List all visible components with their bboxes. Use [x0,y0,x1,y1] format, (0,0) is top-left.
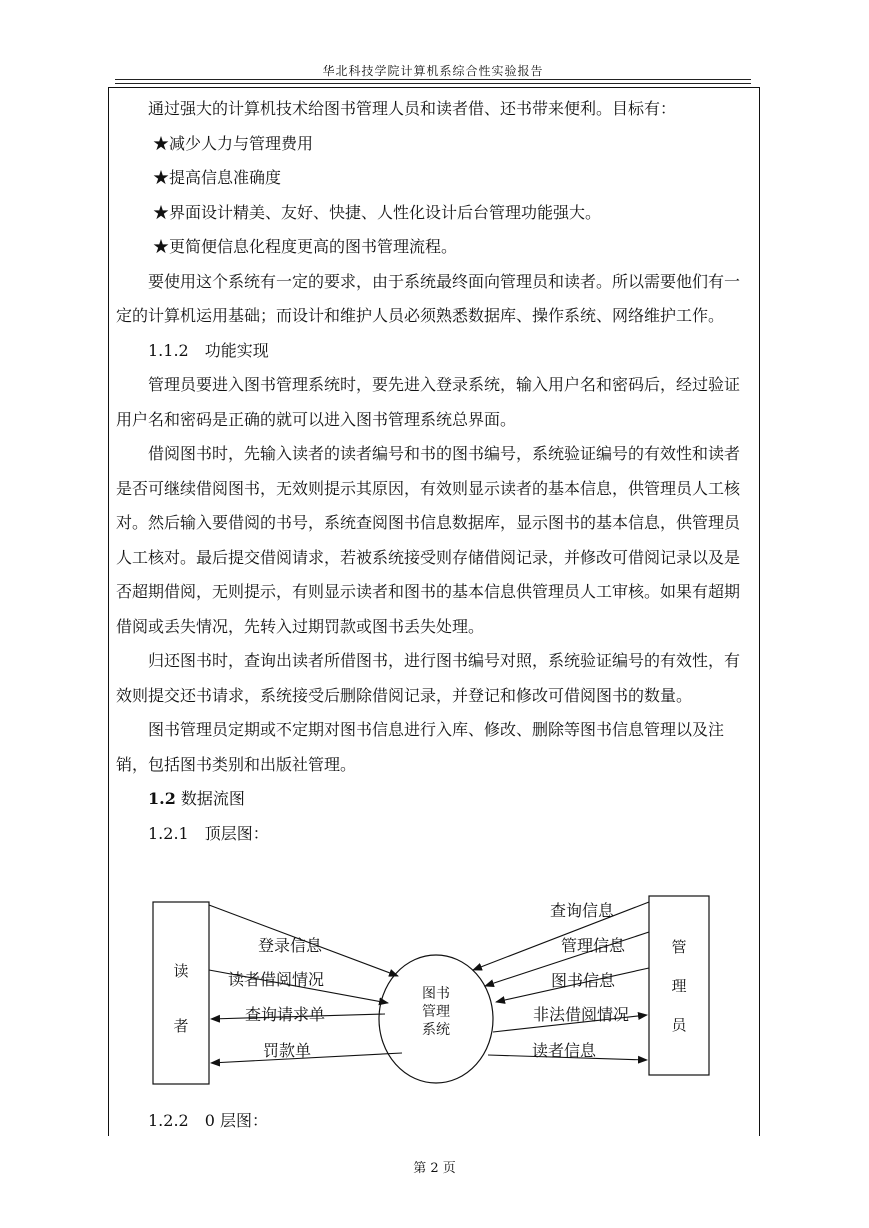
borrow-paragraph: 借阅图书时，先输入读者的读者编号和书的图书编号，系统验证编号的有效性和读者是否可继续借阅图书，无效则提示其原因，有效则显示读者的基本信息，供管理员人工核对。然后输入要借阅的书号，系统查阅图书信息数据库，显示图书的基本信息，供管理员人工核对。最后提交借阅请求，若被系统接受则存储借阅记录，并修改可借阅记录以及是否超期借阅，无则提示，有则显示读者和图书的基本信息供管理员人工审核。如果有超期借阅或丢失情况，先转入过期罚款或图书丢失处理。 [116,444,741,636]
section-heading-121: 1.2.1 顶层图： [148,823,269,843]
admin-label: 管 [671,938,687,956]
system-label: 系统 [422,1022,450,1038]
goal-bullet: ★界面设计精美、友好、快捷、人性化设计后台管理功能强大。 [153,202,602,222]
section-number: 1.2 [148,789,176,808]
flow-label-illegal: 非法借阅情况 [533,1005,630,1024]
flow-label-query-list: 查询请求单 [245,1005,326,1024]
admin-paragraph: 图书管理员定期或不定期对图书信息进行入库、修改、删除等图书信息管理以及注销，包括图书类别和出版社管理。 [116,720,725,774]
reader-entity-box [153,902,209,1084]
intro-paragraph: 通过强大的计算机技术给图书管理人员和读者借、还书带来便利。目标有： [148,99,677,118]
goal-bullet: ★提高信息准确度 [153,168,282,187]
flow-label-fine: 罚款单 [263,1041,312,1060]
flow-label-book-info: 图书信息 [551,971,616,990]
return-paragraph: 归还图书时，查询出读者所借图书，进行图书编号对照，系统验证编号的有效性，有效则提交还书请求，系统接受后删除借阅记录，并登记和修改可借阅图书的数量。 [116,651,741,705]
section-heading-122: 1.2.2 0 层图： [148,1111,268,1130]
report-header: 华北科技学院计算机系综合性实验报告 [322,64,544,78]
system-label: 管理 [422,1004,450,1020]
page-number: 第 2 页 [413,1161,456,1176]
flow-label-query-info: 查询信息 [550,901,615,920]
login-paragraph: 管理员要进入图书管理系统时，要先进入登录系统，输入用户名和密码后，经过验证用户名和密码是正确的就可以进入图书管理系统总界面。 [116,375,741,429]
admin-label: 理 [671,977,687,995]
section-title: 数据流图 [175,789,245,808]
section-heading-112: 1.1.2 功能实现 [148,340,269,360]
admin-label: 员 [671,1016,687,1034]
flow-label-manage-info: 管理信息 [561,936,626,955]
reader-label: 者 [173,1017,189,1035]
section-heading-12 [116,782,752,817]
requirements-paragraph: 要使用这个系统有一定的要求，由于系统最终面向管理员和读者。所以需要他们有一定的计算机运用基础；而设计和维护人员必须熟悉数据库、操作系统、网络维护工作。 [116,271,741,325]
body-text [116,92,752,851]
goal-bullet: ★减少人力与管理费用 [153,133,314,153]
header-rule [115,79,751,80]
flow-label-borrow-status: 读者借阅情况 [228,970,325,989]
flow-label-reader-info: 读者信息 [532,1041,597,1060]
header-rule-thin [115,83,751,84]
flow-label-login: 登录信息 [258,936,323,955]
system-label: 图书 [422,986,450,1002]
goal-bullet: ★更简便信息化程度更高的图书管理流程。 [153,237,458,256]
top-level-dataflow-diagram [140,888,720,1098]
reader-label: 读 [173,962,189,980]
